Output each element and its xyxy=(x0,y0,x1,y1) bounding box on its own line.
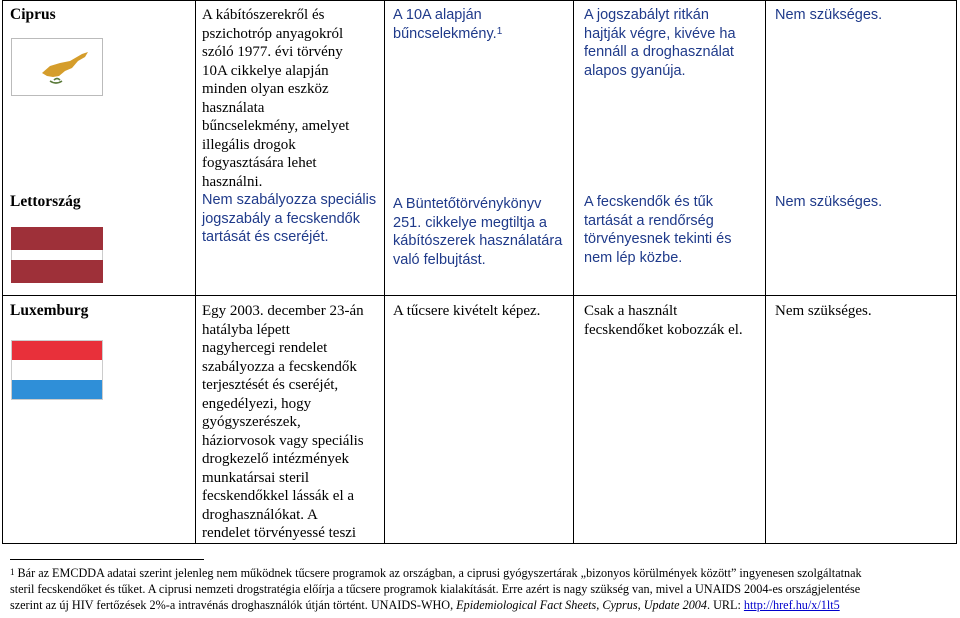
footnote-number: 1 xyxy=(10,567,15,577)
footnote-ref[interactable]: 1 xyxy=(496,25,503,37)
legal-framework-text: A kábítószerekről és pszichotróp anyagokról szóló 1977. évi törvény 10A cikkelye alapján minden olyan eszköz használata bűncselekmény, amelyet illegális drogok fogyasztására lehet használni. xyxy=(202,7,350,190)
cyprus-map-emblem xyxy=(12,39,102,95)
police-practice-text: A jogszabályt ritkán hajtják végre, kivéve ha fennáll a droghasználat alapos gyanúja. xyxy=(584,7,736,79)
prescription-requirement: Nem szükséges. xyxy=(775,194,883,210)
footnote: $^1$ Bár az EMCDDA adatai szerint jelenleg nem működnek tűcsere programok az országban, a ciprusi gyógyszertárak „bizonyos körülmények között” ingyenesen szolgáltatnak steril fecskendőket és tűket. A ciprusi nemzeti drogstratégia előírja a tűcsere programok kialakítását. Erre azért is nagy szükség van, mivel a UNAIDS 2004-es országjelentése szerint az új HIV fertőzések 2%-a intravénás droghasználók útján történt. UNAIDS-WHO, Epidemiological Fact Sheets, Cyprus, Update 2004. URL: http://href.hu/x/1lt5 xyxy=(10,566,862,612)
drug-policy-table xyxy=(2,0,957,544)
column-divider xyxy=(573,1,574,543)
footnote-url-link[interactable]: http://href.hu/x/1lt5 xyxy=(743,598,840,612)
prescription-requirement: Nem szükséges. xyxy=(775,303,872,319)
footnote-separator xyxy=(10,559,204,560)
country-name: Ciprus xyxy=(10,6,56,23)
legal-framework-text: Nem szabályozza speciális jogszabály a fecskendők tartását és cseréjét. xyxy=(202,192,377,245)
column-divider xyxy=(195,1,196,543)
prescription-requirement: Nem szükséges. xyxy=(775,7,883,23)
column-divider xyxy=(765,1,766,543)
cyprus-flag xyxy=(11,38,103,96)
police-practice-text: A fecskendők és tűk tartását a rendőrség törvényesnek tekinti és nem lép közbe. xyxy=(584,194,732,266)
nsp-legal-status: A tűcsere kivételt képez. xyxy=(393,303,541,319)
country-name: Luxemburg xyxy=(10,302,89,319)
row-divider xyxy=(3,295,956,296)
luxembourg-flag xyxy=(11,340,103,400)
nsp-legal-status: A 10A alapján bűncselekmény.$^1$ xyxy=(393,7,503,42)
column-divider xyxy=(384,1,385,543)
country-name: Lettország xyxy=(10,193,81,210)
legal-framework-text: Egy 2003. december 23-án hatályba lépett nagyhercegi rendelet szabályozza a fecskendők terjesztését és cseréjét, engedélyezi, hogy gyógyszerészek, háziorvosok vagy speciális drogkezelő intézmények munkatársai steril fecskendőkkel lássák el a droghasználókat. A rendelet törvényessé teszi xyxy=(202,303,364,541)
police-practice-text: Csak a használt fecskendőket kobozzák el. xyxy=(584,303,743,338)
latvia-flag xyxy=(11,227,103,283)
nsp-legal-status: A Büntetőtörvénykönyv 251. cikkelye megtiltja a kábítószerek használatára való felbujtást. xyxy=(393,196,563,268)
